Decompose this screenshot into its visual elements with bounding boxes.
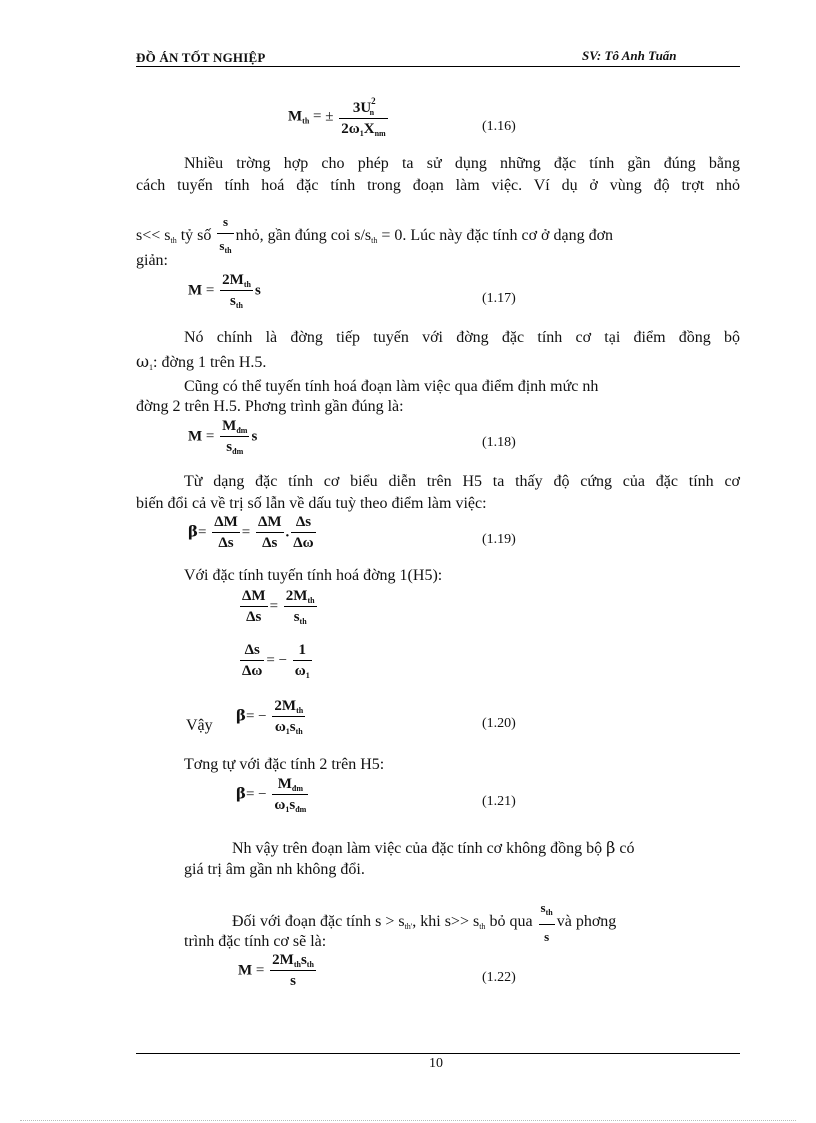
- header-title: ĐỒ ÁN TỐT NGHIỆP: [136, 50, 266, 65]
- header-rule: [136, 66, 740, 67]
- equation-label: (1.20): [482, 716, 516, 731]
- equation-dm-ds: $\frac{\Delta M}{\Delta s}$ = $\frac{2M_{th}}{s_{th}}$: [242, 588, 315, 626]
- paragraph-line: Với đặc tính tuyến tính hoá đờng 1(H5):: [184, 567, 443, 584]
- equation-1-18: M = $\frac{M_{đm}}{s_{đm}}$ s: [188, 418, 258, 456]
- paragraph-line: Nh vậy trên đoạn làm việc của đặc tính cơ không đồng bộ β có: [232, 838, 635, 857]
- paragraph-line: Tơng tự với đặc tính 2 trên H5:: [184, 756, 385, 773]
- equation-1-20: β= − $\frac{2M_{th}}{\omega_1s_{th}}$: [236, 698, 304, 736]
- paragraph-line: cách tuyến tính hoá đặc tính trong đoạn làm việc. Ví dụ ở vùng độ trợt nhỏ: [136, 177, 740, 194]
- equation-label: (1.21): [482, 794, 516, 809]
- equation-label: (1.22): [482, 970, 516, 985]
- paragraph-line: $\omega_1$: đờng 1 trên H.5.: [136, 352, 267, 372]
- paragraph-line: giản:: [136, 252, 168, 269]
- equation-ds-dw: $\frac{\Delta s}{\Delta\omega}$ = − $\frac{1}{\omega_1}$: [242, 642, 310, 680]
- paragraph-line: giá trị âm gần nh không đổi.: [184, 861, 365, 878]
- paragraph-line: biến đổi cả về trị số lẫn về dấu tuỳ theo điểm làm việc:: [136, 495, 487, 512]
- equation-label: (1.17): [482, 291, 516, 306]
- paragraph-line: Cũng có thể tuyến tính hoá đoạn làm việc qua điểm định mức nh: [184, 378, 599, 395]
- page-number: 10: [429, 1056, 443, 1071]
- paragraph-line: Đối với đoạn đặc tính $s > s_{th'}$, khi $s>> s_{th}$ bỏ qua $\frac{s_{th}}{s}$ và phơng: [232, 900, 617, 944]
- equation-1-16: $M_{th}$ = ± $\frac{3U^2_n}{2\omega_1X_{nm}}$: [288, 96, 386, 138]
- page-edge: [20, 1120, 796, 1121]
- equation-1-22: M = $\frac{2M_{th}s_{th}}{s}$: [238, 952, 314, 989]
- equation-1-19: β= $\frac{\Delta M}{\Delta s}$ = $\frac{\Delta M}{\Delta s}$ . $\frac{\Delta s}{\Delta\omega}$: [188, 514, 314, 551]
- equation-1-17: M = $\frac{2M_{th}}{s_{th}}$ s: [188, 272, 261, 310]
- equation-label: (1.18): [482, 435, 516, 450]
- header-author: SV: Tô Anh Tuấn: [582, 48, 677, 63]
- paragraph-line: $s<< s_{th}$ tỷ số $\frac{s}{s_{th}}$ nhỏ, gần đúng coi $s/s_{th} = 0$. Lúc này đặc tính cơ ở dạng đơn: [136, 214, 614, 255]
- paragraph-line: trình đặc tính cơ sẽ là:: [184, 933, 327, 950]
- paragraph-line: Từ dạng đặc tính cơ biểu diễn trên H5 ta thấy độ cứng của đặc tính cơ: [184, 473, 740, 490]
- footer-rule: [136, 1053, 740, 1054]
- paragraph-line: Nhiều trờng hợp cho phép ta sử dụng những đặc tính gần đúng bằng: [184, 155, 740, 172]
- equation-label: (1.19): [482, 532, 516, 547]
- equation-label: (1.16): [482, 119, 516, 134]
- paragraph-line: Nó chính là đờng tiếp tuyến với đờng đặc tính cơ tại điểm đồng bộ: [184, 329, 740, 346]
- paragraph-line: Vậy: [186, 717, 213, 734]
- paragraph-line: đờng 2 trên H.5. Phơng trình gần đúng là:: [136, 398, 404, 415]
- equation-1-21: β= − $\frac{M_{đm}}{\omega_1s_{đm}}$: [236, 776, 307, 814]
